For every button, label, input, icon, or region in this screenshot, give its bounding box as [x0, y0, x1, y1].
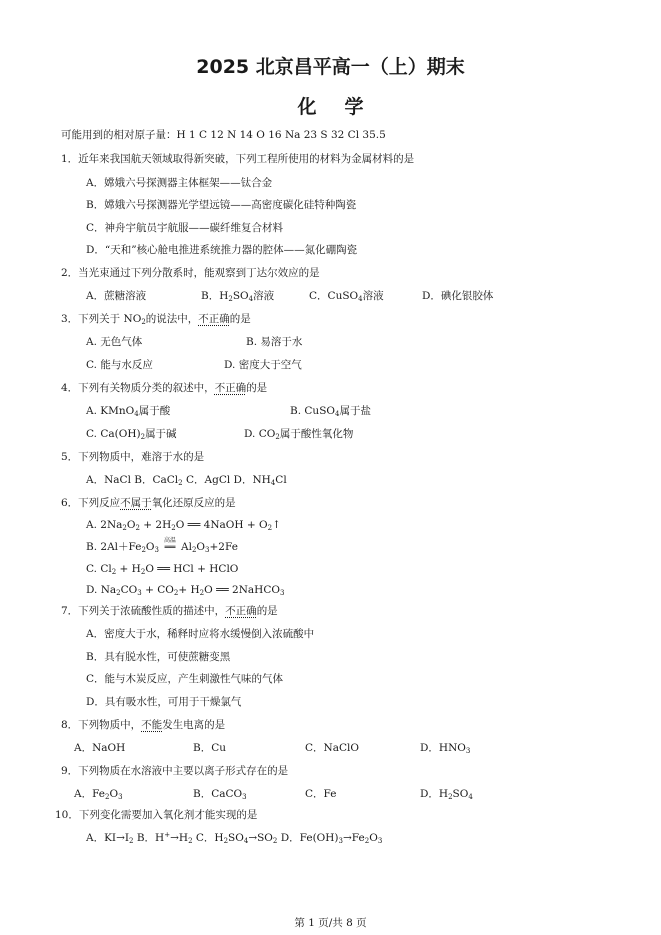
question-9-stem: 9．下列物质在水溶液中主要以离子形式存在的是 [61, 765, 289, 777]
question-10-options: A．$KI\to I_2$ B．$H^+\to H_2$ C．$H_2SO_4\to SO_2$ D．$Fe(OH)_3\to Fe_2O_3$ [86, 831, 383, 845]
question-1-stem: 1．近年来我国航天领域取得新突破，下列工程所使用的材料为金属材料的是 [61, 153, 415, 165]
question-4-stem: 4．下列有关物质分类的叙述中，不正确的是 [61, 382, 268, 394]
reaction-condition: 高温 [163, 537, 176, 544]
question-7-option-b: B．具有脱水性，可使蔗糖变黑 [86, 651, 231, 663]
question-9-option-a: A．$Fe_2O_3$ [74, 788, 123, 801]
atomic-masses-note: 可能用到的相对原子量：H 1 C 12 N 14 O 16 Na 23 S 32 Cl 35.5 [61, 129, 386, 141]
question-2-option-c: C．CuSO$_4$溶液 [309, 290, 384, 303]
question-7-option-d: D．具有吸水性，可用于干燥氯气 [86, 696, 242, 708]
subject-heading: 化学 [297, 96, 392, 118]
question-4-option-b: B. CuSO$_4$属于盐 [290, 405, 371, 418]
question-2-stem: 2．当光束通过下列分散系时，能观察到丁达尔效应的是 [61, 267, 320, 279]
question-4-option-d: D. $CO_2$属于酸性氧化物 [244, 428, 354, 441]
page-footer: 第 1 页/共 8 页 [294, 917, 367, 929]
question-5-options: A．NaCl B．CaCl$_2$ C．AgCl D．$NH_4Cl$ [86, 474, 287, 487]
question-2-option-a: A．蔗糖溶液 [86, 290, 147, 302]
question-7-stem: 7．下列关于浓硫酸性质的描述中，不正确的是 [61, 605, 278, 617]
question-4-option-c: C. $Ca(OH)_2$属于碱 [86, 428, 177, 441]
question-6-option-b: B. $2Al+Fe_2O_3$ 高温 ══ $Al_2O_3+2Fe$ [86, 540, 238, 555]
question-7-option-a: A．密度大于水，稀释时应将水缓慢倒入浓硫酸中 [86, 628, 315, 640]
question-8-option-c: C．NaClO [305, 742, 359, 754]
question-1-option-c: C．神舟宇航员宇航服——碳纤维复合材料 [86, 222, 284, 234]
question-3-option-d: D. 密度大于空气 [224, 359, 302, 371]
question-6-stem: 6．下列反应不属于氧化还原反应的是 [61, 497, 236, 509]
question-7-option-c: C．能与木炭反应，产生刺激性气味的气体 [86, 673, 284, 685]
question-1-option-b: B．嫦娥六号探测器光学望远镜——高密度碳化硅特种陶瓷 [86, 199, 357, 211]
page-title: 2025 北京昌平高一（上）期末 [196, 56, 465, 78]
question-4-option-a: A. KMnO$_4$属于酸 [86, 405, 171, 418]
question-2-option-b: B．$H_2SO_4$溶液 [201, 290, 275, 303]
question-6-option-c: C. $Cl_2 + H_2O$ ══ HCl + HClO [86, 563, 239, 576]
question-5-stem: 5．下列物质中，难溶于水的是 [61, 451, 205, 463]
question-1-option-a: A．嫦娥六号探测器主体框架——钛合金 [86, 177, 273, 189]
question-9-option-c: C．Fe [305, 788, 337, 800]
question-3-option-a: A. 无色气体 [86, 336, 143, 348]
question-8-stem: 8．下列物质中，不能发生电离的是 [61, 719, 226, 731]
question-8-option-a: A．NaOH [74, 742, 126, 754]
question-2-option-d: D．碘化银胶体 [422, 290, 494, 302]
question-8-option-b: B．Cu [193, 742, 227, 754]
question-3-stem: 3．下列关于 $NO_2$的说法中，不正确的是 [61, 313, 251, 326]
question-3-option-c: C. 能与水反应 [86, 359, 153, 371]
question-10-stem: 10．下列变化需要加入氧化剂才能实现的是 [55, 809, 258, 821]
question-8-option-d: D．$HNO_3$ [420, 742, 471, 755]
question-1-option-d: D．“天和”核心舱电推进系统推力器的腔体——氮化硼陶瓷 [86, 244, 358, 256]
question-6-option-d: D. $Na_2CO_3 + CO_2+ H_2O$ ══ 2NaHCO$_3$ [86, 584, 285, 597]
question-3-option-b: B. 易溶于水 [246, 336, 303, 348]
question-6-option-a: A. $2Na_2O_2 + 2H_2O$ ══ 4NaOH + $O_2↑$ [86, 519, 281, 532]
question-9-option-d: D．$H_2SO_4$ [420, 788, 473, 801]
question-9-option-b: B．CaCO$_3$ [193, 788, 247, 801]
